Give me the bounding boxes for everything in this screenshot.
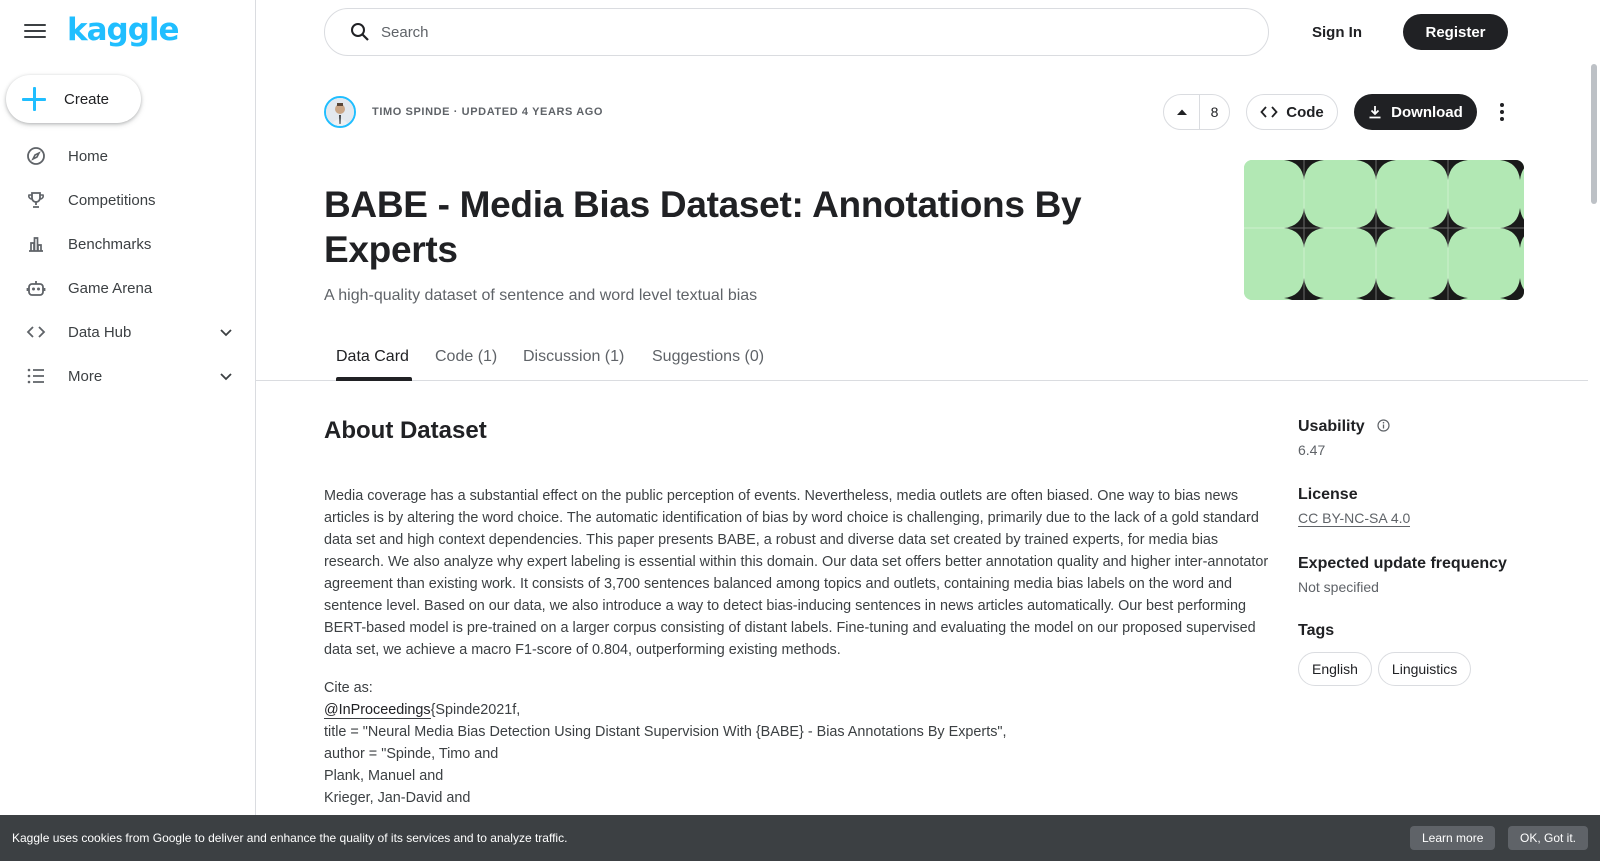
active-tab-indicator bbox=[336, 377, 412, 381]
sidebar-item-competitions[interactable] bbox=[0, 178, 256, 222]
chevron-down-icon[interactable] bbox=[218, 324, 234, 340]
kaggle-logo[interactable]: kaggle bbox=[67, 12, 179, 48]
page-subtitle: A high-quality dataset of sentence and word level textual bias bbox=[324, 287, 758, 304]
cookie-banner bbox=[0, 815, 1600, 861]
vote-count: 8 bbox=[1210, 104, 1219, 120]
license-link[interactable]: CC BY-NC-SA 4.0 bbox=[1298, 510, 1411, 526]
cite-inproceedings-link[interactable]: @InProceedings bbox=[324, 702, 431, 718]
download-button-label: Download bbox=[1391, 103, 1463, 121]
bar-chart-icon bbox=[26, 234, 46, 254]
page-title: BABE - Media Bias Dataset: Annotations By Experts bbox=[324, 184, 1082, 270]
tag-linguistics[interactable]: Linguistics bbox=[1378, 652, 1471, 686]
usability-label: Usability bbox=[1298, 418, 1365, 435]
scrollbar-thumb[interactable] bbox=[1591, 64, 1597, 204]
sidebar-item-benchmarks[interactable] bbox=[0, 222, 256, 266]
dataset-cover-image bbox=[1244, 160, 1524, 300]
sidebar-item-label: Data Hub bbox=[68, 323, 132, 341]
sidebar-nav bbox=[0, 134, 256, 398]
search-bar[interactable] bbox=[324, 8, 1269, 56]
cite-first-line bbox=[324, 699, 1276, 721]
update-frequency-heading: Expected update frequency bbox=[1298, 555, 1507, 572]
page-scrollbar[interactable] bbox=[1588, 0, 1600, 861]
sidebar-item-home[interactable] bbox=[0, 134, 256, 178]
sidebar bbox=[0, 0, 256, 861]
cite-line: title = "Neural Media Bias Detection Using Distant Supervision With {BABE} - Bias Annotations By Experts", bbox=[324, 724, 1007, 740]
create-button[interactable] bbox=[6, 75, 141, 123]
accept-cookies-button[interactable]: OK, Got it. bbox=[1508, 826, 1588, 850]
sidebar-item-label: Game Arena bbox=[68, 279, 153, 297]
info-icon[interactable] bbox=[1377, 419, 1390, 432]
vote-control bbox=[1163, 94, 1230, 130]
learn-more-button[interactable]: Learn more bbox=[1410, 826, 1495, 850]
code-button[interactable] bbox=[1246, 94, 1338, 130]
cite-key: {Spinde2021f, bbox=[430, 702, 521, 718]
cite-line: Plank, Manuel and bbox=[324, 768, 444, 784]
update-frequency-section bbox=[1298, 555, 1507, 595]
tags-heading: Tags bbox=[1298, 622, 1335, 639]
usability-value: 6.47 bbox=[1298, 442, 1326, 458]
code-button-label: Code bbox=[1286, 103, 1324, 121]
compass-icon bbox=[26, 146, 46, 166]
license-section bbox=[1298, 486, 1410, 528]
tab-bar bbox=[256, 336, 1588, 381]
avatar[interactable] bbox=[324, 96, 356, 128]
code-brackets-icon bbox=[1260, 105, 1278, 119]
download-icon bbox=[1368, 105, 1382, 119]
sidebar-header bbox=[0, 0, 256, 64]
trophy-icon bbox=[26, 190, 46, 210]
create-label: Create bbox=[64, 90, 110, 108]
about-dataset-heading: About Dataset bbox=[324, 417, 487, 444]
download-button[interactable] bbox=[1354, 94, 1477, 130]
robot-icon bbox=[26, 278, 46, 298]
list-icon bbox=[26, 366, 46, 386]
tag-english[interactable]: English bbox=[1298, 652, 1372, 686]
usability-section bbox=[1298, 418, 1390, 458]
owner-updated-line: TIMO SPINDE · UPDATED 4 YEARS AGO bbox=[372, 106, 604, 118]
register-button[interactable]: Register bbox=[1403, 14, 1508, 50]
sidebar-item-more[interactable] bbox=[0, 354, 256, 398]
tab-discussion[interactable]: Discussion (1) bbox=[523, 348, 625, 365]
plus-icon bbox=[22, 87, 46, 111]
license-heading: License bbox=[1298, 486, 1358, 503]
sidebar-item-label: More bbox=[68, 367, 103, 385]
sidebar-item-label: Benchmarks bbox=[68, 235, 152, 253]
sidebar-item-label: Competitions bbox=[68, 191, 156, 209]
usability-heading bbox=[1298, 418, 1390, 436]
sidebar-item-label: Home bbox=[68, 147, 109, 165]
cite-line: author = "Spinde, Timo and bbox=[324, 746, 499, 762]
update-frequency-value: Not specified bbox=[1298, 579, 1379, 595]
tab-code[interactable]: Code (1) bbox=[435, 348, 498, 365]
search-input[interactable] bbox=[381, 24, 1181, 41]
citation-block bbox=[324, 677, 1276, 809]
cite-label: Cite as: bbox=[324, 680, 373, 696]
code-brackets-icon bbox=[26, 322, 46, 342]
sign-in-button[interactable]: Sign In bbox=[1312, 23, 1362, 41]
tags-section bbox=[1298, 622, 1477, 686]
search-icon bbox=[349, 21, 371, 43]
more-options-icon[interactable] bbox=[1490, 100, 1514, 124]
tab-data-card[interactable]: Data Card bbox=[336, 348, 409, 365]
chevron-down-icon[interactable] bbox=[218, 368, 234, 384]
sidebar-item-data-hub[interactable] bbox=[0, 310, 256, 354]
triangle-up-icon bbox=[1176, 108, 1188, 116]
tag-list bbox=[1298, 652, 1477, 686]
cite-line: Krieger, Jan-David and bbox=[324, 790, 471, 806]
tab-suggestions[interactable]: Suggestions (0) bbox=[652, 348, 765, 365]
dataset-description: Media coverage has a substantial effect on the public perception of events. Nevertheless, media outlets are often biased. One way to bias news articles is by altering the word choice. The automatic identification of bias by word choice is challenging, primarily due to the lack of a gold standard data set and high context dependencies. This paper presents BABE, a robust and diverse data set created by trained experts, for media bias research. We also analyze why expert labeling is essential within this domain. Our data set offers better annotation quality and higher inter-annotator agreement than existing work. It consists of 3,700 sentences balanced among topics and outlets, containing media bias labels on the word and sentence level. Based on our data, we also introduce a way to detect bias-inducing sentences in news articles automatically. Our best performing BERT-based model is pre-trained on a larger corpus consisting of distant labels. Fine-tuning and evaluating the model on our proposed supervised data set, we achieve a macro F1-score of 0.804, outperforming existing methods. bbox=[324, 488, 1269, 658]
cookie-text: Kaggle uses cookies from Google to deliver and enhance the quality of its services and to analyze traffic. bbox=[12, 831, 568, 845]
menu-icon[interactable] bbox=[24, 20, 46, 42]
sidebar-item-game-arena[interactable] bbox=[0, 266, 256, 310]
upvote-button[interactable] bbox=[1164, 94, 1200, 130]
